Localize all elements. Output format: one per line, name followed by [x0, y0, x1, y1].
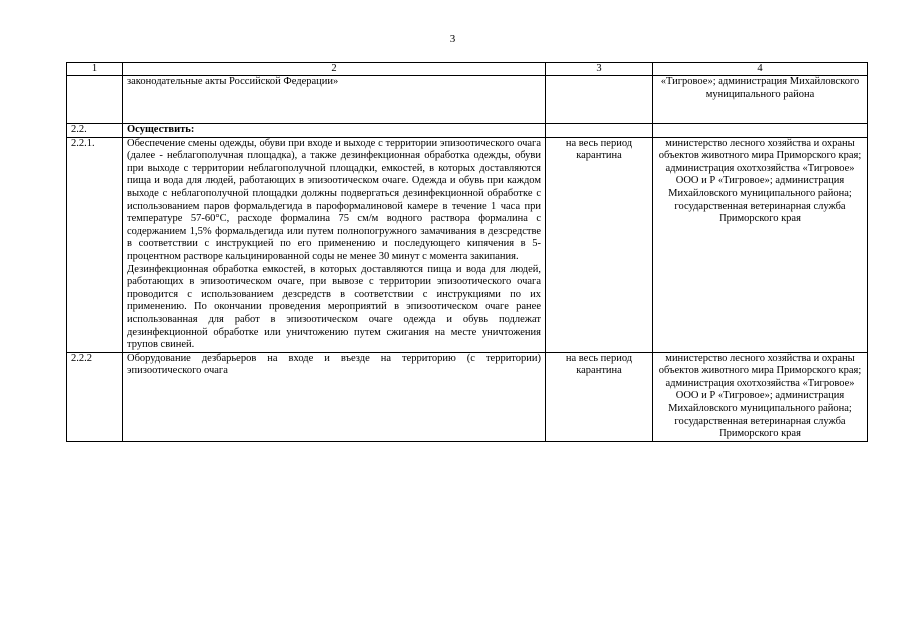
- cell-term: на весь период карантина: [546, 352, 653, 441]
- cell-term: на весь период карантина: [546, 137, 653, 352]
- cell-number: 2.2.1.: [67, 137, 123, 352]
- section-heading: Осуществить:: [123, 124, 546, 138]
- table-row-continued: [67, 76, 868, 124]
- cell-responsible: министерство лесного хозяйства и охраны объектов животного мира Приморского края; администрация охотхозяйства «Тигровое» ООО и Р «Тигровое»; администрация Михайловского муниципального района; государственная ветеринарная служба Приморского края: [653, 352, 868, 441]
- cell-measure: законодательные акты Российской Федерации»: [123, 76, 546, 124]
- measure-paragraph: Дезинфекционная обработка емкостей, в которых доставляются пища и вода для людей, работающих в эпизоотическом очаге, при вывозе с территории эпизоотического очага проводится с использованием дезсредств в соответствии с инструкциями по их применению. По окончании проведения мероприятий в эпизоотическом очаге ранее использованная для работ в эпизоотическом очаге одежда и обувь подлежат дезинфекционной обработке или уничтожению путем сжигания на месте уничтожения трупов свиней.: [127, 263, 541, 351]
- page-number: 3: [449, 33, 456, 45]
- table-row-2-2-2: [67, 352, 868, 441]
- measures-table: [66, 62, 868, 442]
- cell-responsible: «Тигровое»; администрация Михайловского муниципального района: [653, 76, 868, 124]
- cell-term: [546, 124, 653, 138]
- cell-responsible: [653, 124, 868, 138]
- table-row-section: [67, 124, 868, 138]
- cell-measure: Оборудование дезбарьеров на входе и въезде на территорию (с территории) эпизоотического очага: [123, 352, 546, 441]
- measure-paragraph: Обеспечение смены одежды, обуви при входе и выходе с территории эпизоотического очага (далее - неблагополучная площадка), а также дезинфекционная обработка одежды, обуви при выходе с территории неблагополучной площадки, емкостей, в которых доставляются пища и вода для людей, работающих в эпизоотическом очаге. Одежда и обувь при каждом выходе с неблагополучной площадки должны подвергаться дезинфекционной обработке с использованием паров формальдегида в пароформалиновой камере в течение 1 часа при температуре 57-60°С, расходе формалина 75 см/м водного раствора формалина с содержанием 1,5% формальдегида или путем полнопогружного замачивания в дезсредстве в соответствии с инструкцией по его применению и последующего кипячения в 5-процентном растворе кальцинированной соды не менее 30 минут с момента закипания.: [127, 137, 541, 262]
- cell-number: [67, 76, 123, 124]
- col-header-2: 2: [123, 63, 546, 76]
- cell-term: [546, 76, 653, 124]
- header-row: [67, 63, 868, 76]
- cell-number: 2.2.: [67, 124, 123, 138]
- cell-number: 2.2.2: [67, 352, 123, 441]
- table-row-2-2-1: [67, 137, 868, 352]
- cell-responsible: министерство лесного хозяйства и охраны объектов животного мира Приморского края; администрация охотхозяйства «Тигровое» ООО и Р «Тигровое»; администрация Михайловского муниципального района; государственная ветеринарная служба Приморского края: [653, 137, 868, 352]
- col-header-3: 3: [546, 63, 653, 76]
- cell-measure: [123, 137, 546, 352]
- col-header-4: 4: [653, 63, 868, 76]
- col-header-1: 1: [67, 63, 123, 76]
